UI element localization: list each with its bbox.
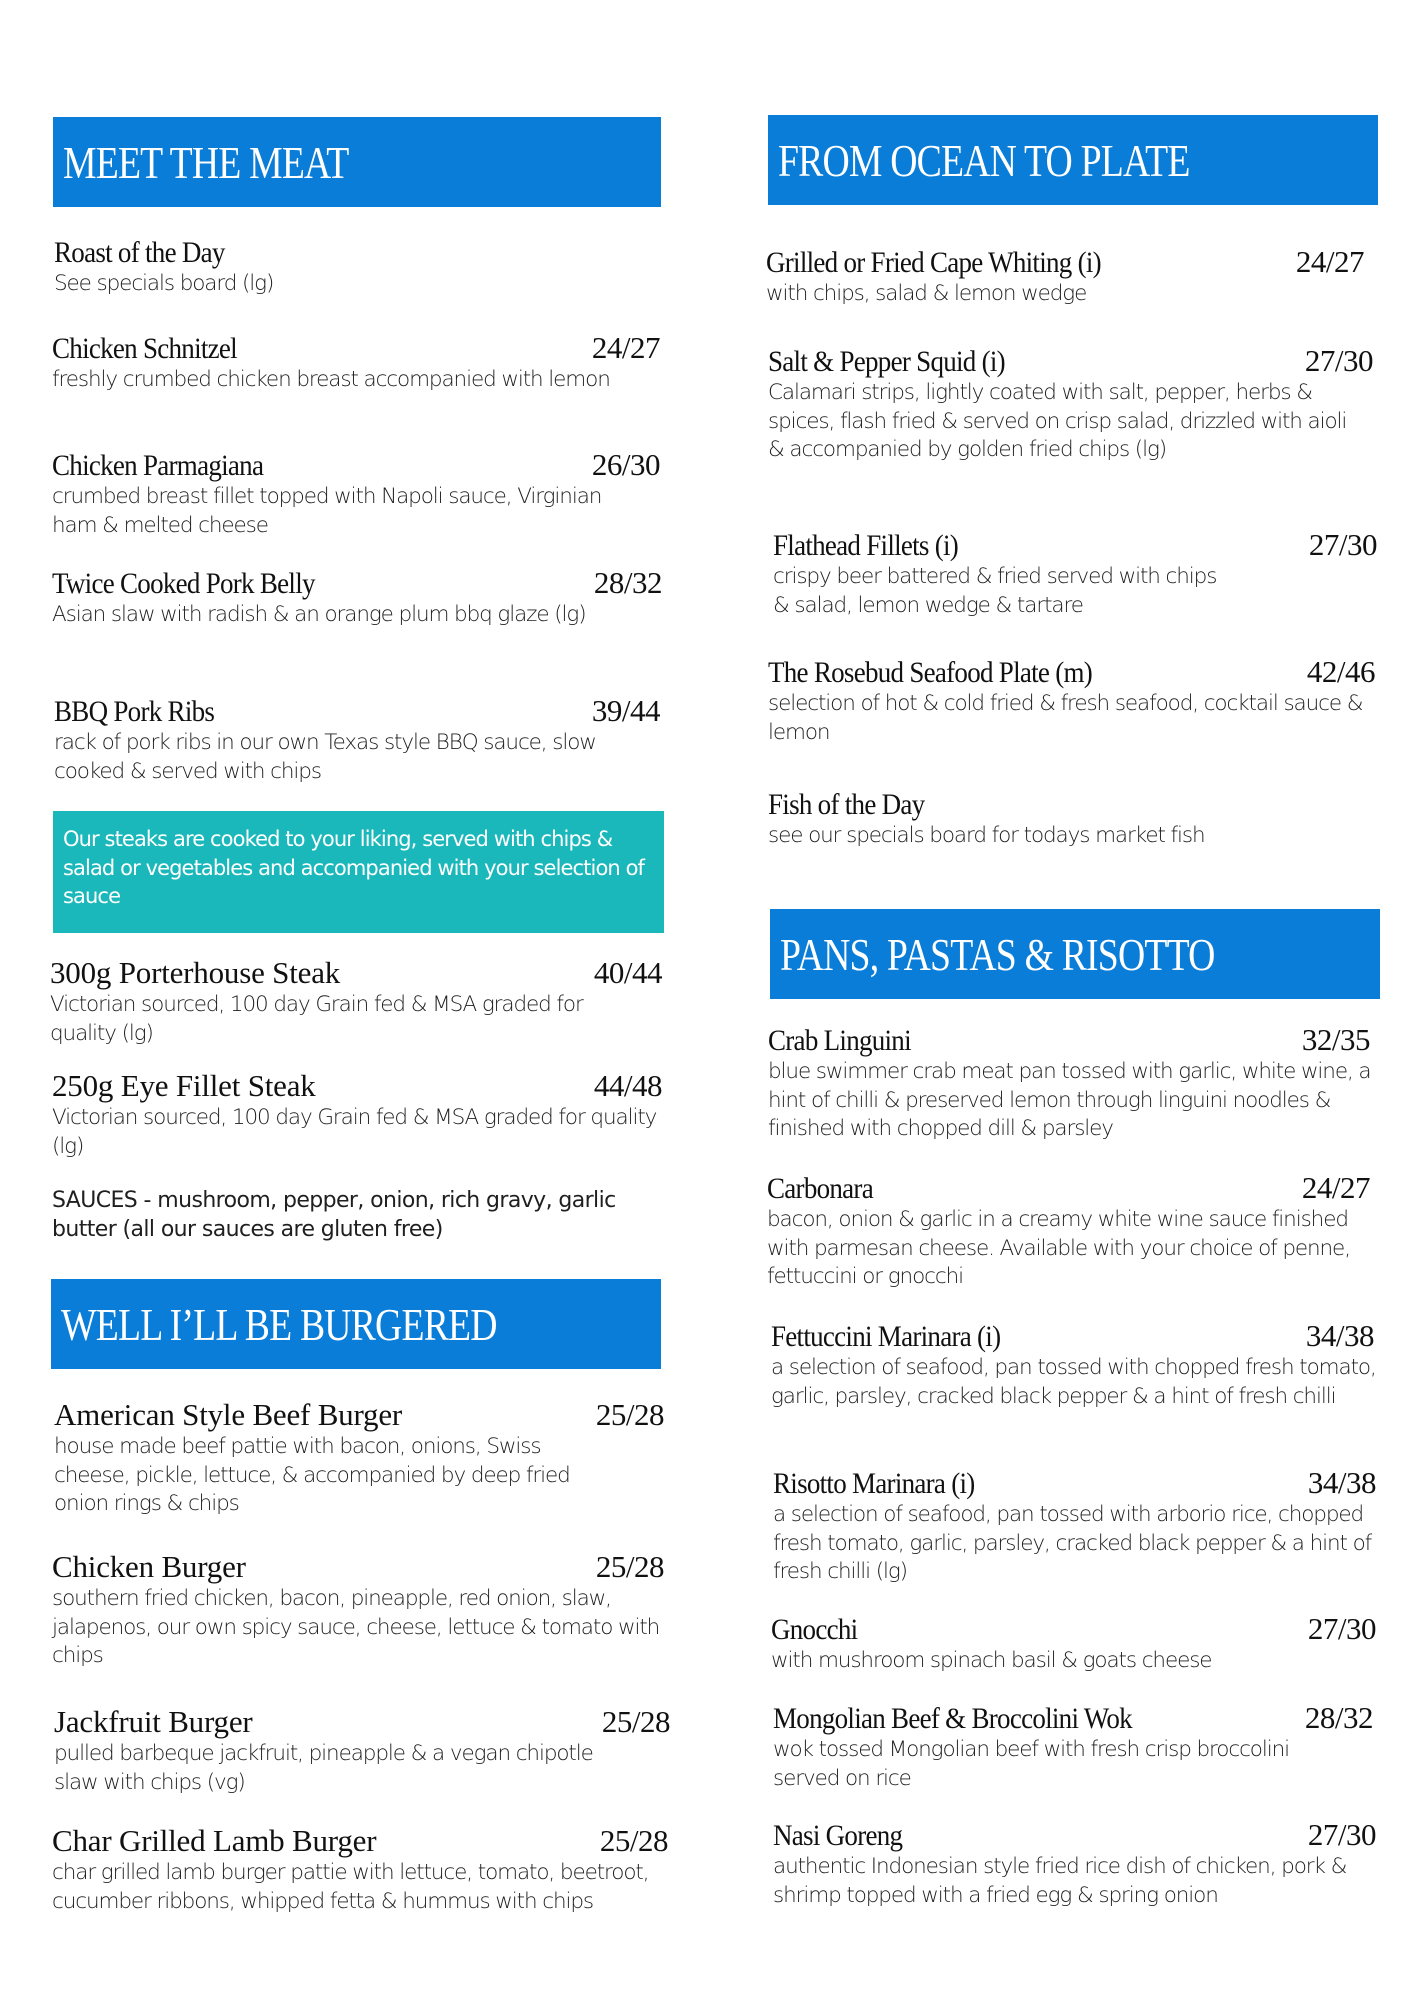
item-name: Gnocchi [771,1613,858,1646]
item-description: wok tossed Mongolian beef with fresh crisp broccolini served on rice [773,1737,1289,1791]
item-description: freshly crumbed chicken breast accompanied with lemon [52,367,610,392]
item-description: Victorian sourced, 100 day Grain fed & MSA graded for quality (lg) [50,992,583,1046]
section-title: WELL I’LL BE BURGERED [61,1299,497,1350]
item-name: Salt & Pepper Squid (i) [768,345,1005,378]
item-price: 25/28 [599,1823,668,1858]
item-description: see our specials board for todays market fish [768,823,1205,848]
item-name: Jackfruit Burger [54,1704,253,1739]
item-price: 28/32 [593,565,662,600]
item-price: 27/30 [1308,527,1377,562]
section-title: PANS, PASTAS & RISOTTO [780,929,1215,980]
menu-item-crab-linguini [768,1022,1370,1144]
item-price: 25/28 [595,1397,664,1432]
item-name: BBQ Pork Ribs [54,695,215,728]
menu-item-flathead-fillets [773,527,1377,620]
item-price: 44/48 [593,1068,662,1103]
item-name: Fettuccini Marinara (i) [771,1320,1001,1353]
menu-item-eye-fillet-steak [52,1068,662,1161]
sauces-note: SAUCES - mushroom, pepper, onion, rich gravy, garlic butter (all our sauces are gluten free) [52,1188,616,1242]
item-price: 34/38 [1305,1318,1374,1353]
item-name: Nasi Goreng [773,1819,903,1852]
item-description: authentic Indonesian style fried rice dish of chicken, pork & shrimp topped with a fried egg & spring onion [773,1854,1347,1908]
section-title: MEET THE MEAT [63,137,349,188]
item-name: Chicken Burger [52,1549,246,1584]
menu-item-twice-cooked-pork-belly [52,565,662,630]
item-price: 25/28 [595,1549,664,1584]
section-header-burgers [51,1279,661,1369]
item-name: American Style Beef Burger [54,1397,403,1432]
menu-item-char-grilled-lamb-burger [52,1823,668,1916]
menu-item-bbq-pork-ribs [54,693,660,786]
item-description: blue swimmer crab meat pan tossed with garlic, white wine, a hint of chilli & preserved lemon through linguini noodles & finished with chopped dill & parsley [768,1059,1371,1141]
section-header-ocean-to-plate [768,115,1378,205]
item-name: Risotto Marinara (i) [773,1467,975,1500]
item-name: The Rosebud Seafood Plate (m) [768,656,1093,689]
menu-item-rosebud-seafood-plate [768,654,1375,747]
item-price: 24/27 [591,330,660,365]
item-description: pulled barbeque jackfruit, pineapple & a vegan chipotle slaw with chips (vg) [54,1741,593,1795]
menu-item-american-style-beef-burger [54,1397,664,1519]
item-description: Calamari strips, lightly coated with salt, pepper, herbs & spices, flash fried & served on crisp salad, drizzled with aioli & accompanied by golden fried chips (lg) [768,380,1347,462]
item-price: 32/35 [1301,1022,1370,1057]
menu-item-fish-of-the-day [768,788,1368,851]
menu-item-gnocchi [771,1611,1376,1676]
item-description: See specials board (lg) [54,271,274,296]
item-price: 26/30 [591,447,660,482]
item-description: crispy beer battered & fried served with chips & salad, lemon wedge & tartare [773,564,1217,618]
item-description: char grilled lamb burger pattie with lettuce, tomato, beetroot, cucumber ribbons, whipped fetta & hummus with chips [52,1860,649,1914]
item-price: 40/44 [593,955,662,990]
item-price: 34/38 [1307,1465,1376,1500]
item-price: 27/30 [1304,343,1373,378]
item-price: 28/32 [1304,1700,1373,1735]
item-name: Roast of the Day [54,236,225,269]
item-price: 27/30 [1307,1817,1376,1852]
menu-item-jackfruit-burger [54,1704,670,1797]
item-name: Chicken Schnitzel [52,332,237,365]
item-price: 27/30 [1307,1611,1376,1646]
item-description: a selection of seafood, pan tossed with chopped fresh tomato, garlic, parsley, cracked black pepper & a hint of fresh chilli [771,1355,1376,1409]
item-name: Flathead Fillets (i) [773,529,959,562]
section-title: FROM OCEAN TO PLATE [778,135,1190,186]
item-price: 39/44 [591,693,660,728]
menu-item-risotto-marinara [773,1465,1376,1587]
section-header-meet-the-meat [53,117,661,207]
menu-item-chicken-burger [52,1549,664,1671]
item-name: Mongolian Beef & Broccolini Wok [773,1702,1132,1735]
menu-item-mongolian-beef-wok [773,1700,1373,1793]
item-description: with chips, salad & lemon wedge [766,281,1087,306]
section-header-pans-pastas-risotto [770,909,1380,999]
menu-item-nasi-goreng [773,1817,1376,1910]
menu-item-cape-whiting [766,244,1364,309]
menu-item-roast-of-the-day [54,236,662,299]
item-description: rack of pork ribs in our own Texas style BBQ sauce, slow cooked & served with chips [54,730,596,784]
item-name: 250g Eye Fillet Steak [52,1068,316,1103]
item-name: Chicken Parmagiana [52,449,264,482]
item-price: 25/28 [601,1704,670,1739]
item-description: with mushroom spinach basil & goats cheese [771,1648,1212,1673]
item-name: Char Grilled Lamb Burger [52,1823,377,1858]
item-price: 24/27 [1301,1170,1370,1205]
menu-item-salt-pepper-squid [768,343,1373,465]
item-price: 42/46 [1306,654,1375,689]
menu-item-porterhouse-steak [50,955,662,1048]
steak-info-note [53,811,664,933]
menu-item-carbonara [767,1170,1370,1292]
item-description: house made beef pattie with bacon, onions, Swiss cheese, pickle, lettuce, & accompanied by deep fried onion rings & chips [54,1434,570,1516]
item-name: Twice Cooked Pork Belly [52,567,315,600]
item-description: southern fried chicken, bacon, pineapple, red onion, slaw, jalapenos, our own spicy sauce, cheese, lettuce & tomato with chips [52,1586,660,1668]
item-description: Victorian sourced, 100 day Grain fed & MSA graded for quality (lg) [52,1105,657,1159]
item-name: 300g Porterhouse Steak [50,955,341,990]
item-description: crumbed breast fillet topped with Napoli sauce, Virginian ham & melted cheese [52,484,602,538]
item-name: Crab Linguini [768,1024,911,1057]
item-description: bacon, onion & garlic in a creamy white wine sauce finished with parmesan cheese. Available with your choice of penne, fettuccini or gnocchi [767,1207,1350,1289]
item-description: selection of hot & cold fried & fresh seafood, cocktail sauce & lemon [768,691,1363,745]
menu-item-fettuccini-marinara [771,1318,1374,1411]
steak-note-text: Our steaks are cooked to your liking, served with chips & salad or vegetables and accompanied with your selection of sauce [63,827,645,908]
item-description: a selection of seafood, pan tossed with arborio rice, chopped fresh tomato, garlic, parsley, cracked black pepper & a hint of fresh chilli (lg) [773,1502,1372,1584]
item-name: Fish of the Day [768,788,925,821]
item-description: Asian slaw with radish & an orange plum bbq glaze (lg) [52,602,586,627]
menu-item-chicken-parmagiana [52,447,660,540]
item-name: Carbonara [767,1172,873,1205]
item-name: Grilled or Fried Cape Whiting (i) [766,246,1101,279]
item-price: 24/27 [1295,244,1364,279]
menu-item-chicken-schnitzel [52,330,660,395]
